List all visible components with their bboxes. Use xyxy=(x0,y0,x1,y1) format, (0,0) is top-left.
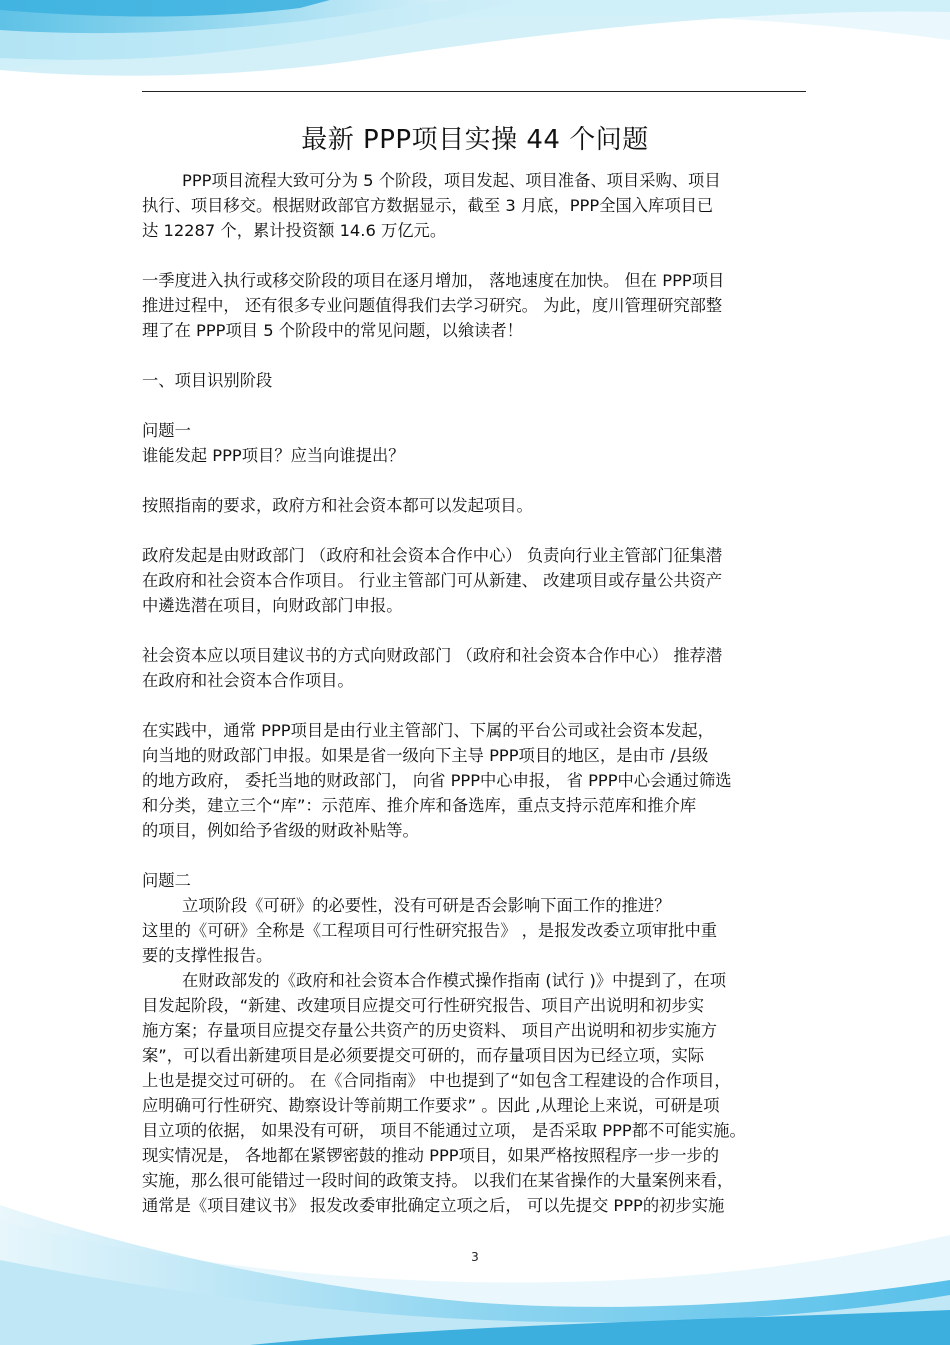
paragraph-line: 的地方政府， 委托当地的财政部门， 向省 PPP中心申报， 省 PPP中心会通过筛选 xyxy=(142,771,732,790)
paragraph-line: 和分类，建立三个“库”：示范库、推介库和备选库，重点支持示范库和推介库 xyxy=(142,796,697,815)
paragraph-line: 要的支撑性报告。 xyxy=(142,946,273,965)
question-text: 谁能发起 PPP项目？应当向谁提出？ xyxy=(142,446,405,465)
paragraph-line: 向当地的财政部门申报。如果是省一级向下主导 PPP项目的地区，是由市 /县级 xyxy=(142,746,709,765)
paragraph-line: 目立项的依据， 如果没有可研， 项目不能通过立项， 是否采取 PPP都不可能实施。 xyxy=(142,1121,746,1140)
paragraph-line: 执行、项目移交。根据财政部官方数据显示，截至 3 月底，PPP全国入库项目已 xyxy=(142,196,714,215)
paragraph-line: 案”，可以看出新建项目是必须要提交可研的，而存量项目因为已经立项，实际 xyxy=(142,1046,705,1065)
paragraph-line: 达 12287 个，累计投资额 14.6 万亿元。 xyxy=(142,221,447,240)
paragraph-line: 在实践中，通常 PPP项目是由行业主管部门、下属的平台公司或社会资本发起， xyxy=(142,721,714,740)
paragraph-line: 在政府和社会资本合作项目。 xyxy=(142,671,354,690)
paragraph-line: 这里的《可研》全称是《工程项目可行性研究报告》 ，是报发改委立项审批中重 xyxy=(142,921,718,940)
question-text: 立项阶段《可研》的必要性，没有可研是否会影响下面工作的推进？ xyxy=(182,896,671,915)
document-title: 最新 PPP项目实操 44 个问题 xyxy=(301,125,649,155)
section-heading: 一、项目识别阶段 xyxy=(142,371,273,390)
paragraph-line: 理了在 PPP项目 5 个阶段中的常见问题，以飨读者！ xyxy=(142,321,523,340)
question-label: 问题一 xyxy=(142,421,191,440)
paragraph-line: 推进过程中， 还有很多专业问题值得我们去学习研究。 为此，度川管理研究部整 xyxy=(142,296,723,315)
header-rule xyxy=(142,91,806,92)
question-label: 问题二 xyxy=(142,871,191,890)
paragraph-line: 施方案；存量项目应提交存量公共资产的历史资料、 项目产出说明和初步实施方 xyxy=(142,1021,718,1040)
page-number: 3 xyxy=(471,1250,479,1264)
paragraph-line: 通常是《项目建议书》 报发改委审批确定立项之后， 可以先提交 PPP的初步实施 xyxy=(142,1196,725,1215)
paragraph-line: 社会资本应以项目建议书的方式向财政部门 （政府和社会资本合作中心） 推荐潜 xyxy=(142,646,723,665)
paragraph-line: 一季度进入执行或移交阶段的项目在逐月增加， 落地速度在加快。 但在 PPP项目 xyxy=(142,271,725,290)
paragraph-line: PPP项目流程大致可分为 5 个阶段，项目发起、项目准备、项目采购、项目 xyxy=(182,171,721,190)
paragraph-line: 目发起阶段，“新建、改建项目应提交可行性研究报告、项目产出说明和初步实 xyxy=(142,996,705,1015)
paragraph-line: 上也是提交过可研的。 在《合同指南》 中也提到了“如包含工程建设的合作项目， xyxy=(142,1071,731,1090)
paragraph-line: 应明确可行性研究、勘察设计等前期工作要求” 。因此 ,从理论上来说，可研是项 xyxy=(142,1096,720,1115)
paragraph-line: 政府发起是由财政部门 （政府和社会资本合作中心） 负责向行业主管部门征集潜 xyxy=(142,546,723,565)
paragraph-line: 现实情况是， 各地都在紧锣密鼓的推动 PPP项目，如果严格按照程序一步一步的 xyxy=(142,1146,720,1165)
paragraph-line: 的项目，例如给予省级的财政补贴等。 xyxy=(142,821,419,840)
paragraph-line: 在财政部发的《政府和社会资本合作模式操作指南 (试行 )》中提到了，在项 xyxy=(182,971,727,990)
paragraph-line: 中遴选潜在项目，向财政部门申报。 xyxy=(142,596,403,615)
paragraph-line: 在政府和社会资本合作项目。 行业主管部门可从新建、 改建项目或存量公共资产 xyxy=(142,571,723,590)
paragraph-line: 实施，那么很可能错过一段时间的政策支持。 以我们在某省操作的大量案例来看， xyxy=(142,1171,734,1190)
document-body xyxy=(142,168,810,1218)
paragraph-line: 按照指南的要求，政府方和社会资本都可以发起项目。 xyxy=(142,496,533,515)
